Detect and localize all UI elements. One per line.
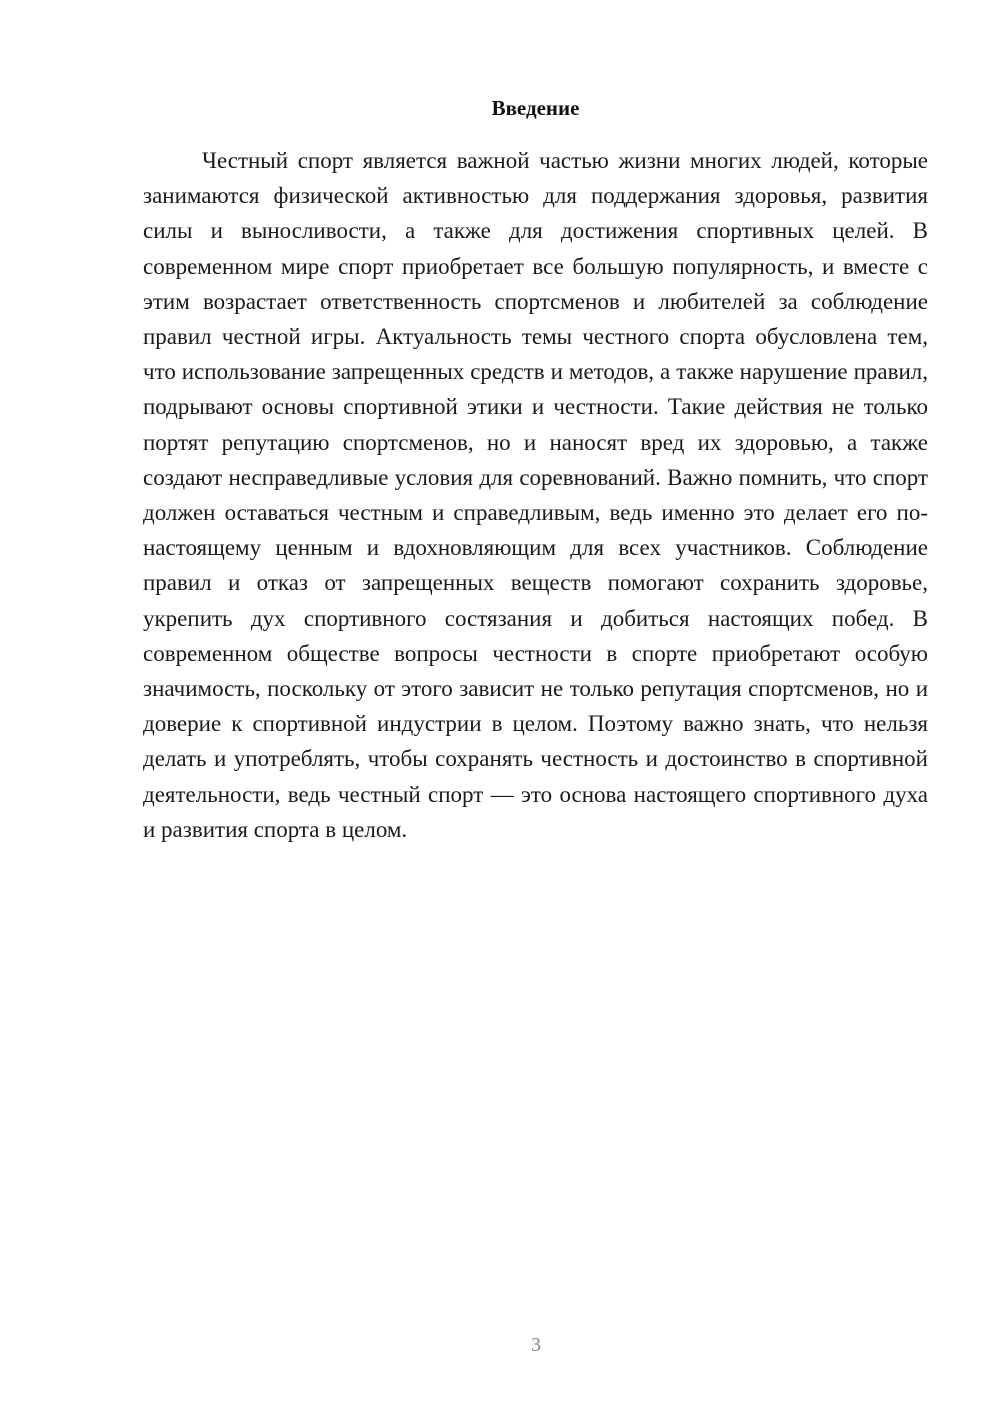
page-number: 3 [531, 1334, 541, 1356]
section-heading: Введение [491, 96, 580, 120]
body-paragraph: Честный спорт является важной частью жизни многих людей, которые занимаются физической активностью для поддержания здоровья, развития силы и выносливости, а также для достижения спортивных целей. В современном мире спорт приобретает все большую популярность, и вместе с этим возрастает ответственность спортсменов и любителей за соблюдение правил честной игры. Актуальность темы честного спорта обусловлена тем, что использование запрещенных средств и методов, а также нарушение правил, подрывают основы спортивной этики и честности. Такие действия не только портят репутацию спортсменов, но и наносят вред их здоровью, а также создают несправедливые условия для соревнований. Важно помнить, что спорт должен оставаться честным и справедливым, ведь именно это делает его по-настоящему ценным и вдохновляющим для всех участников. Соблюдение правил и отказ от запрещенных веществ помогают сохранить здоровье, укрепить дух спортивного состязания и добиться настоящих побед. В современном обществе вопросы честности в спорте приобретают особую значимость, поскольку от этого зависит не только репутация спортсменов, но и доверие к спортивной индустрии в целом. Поэтому важно знать, что нельзя делать и употреблять, чтобы сохранять честность и достоинство в спортивной деятельности, ведь честный спорт — это основа настоящего спортивного духа и развития спорта в целом. [143, 148, 928, 842]
